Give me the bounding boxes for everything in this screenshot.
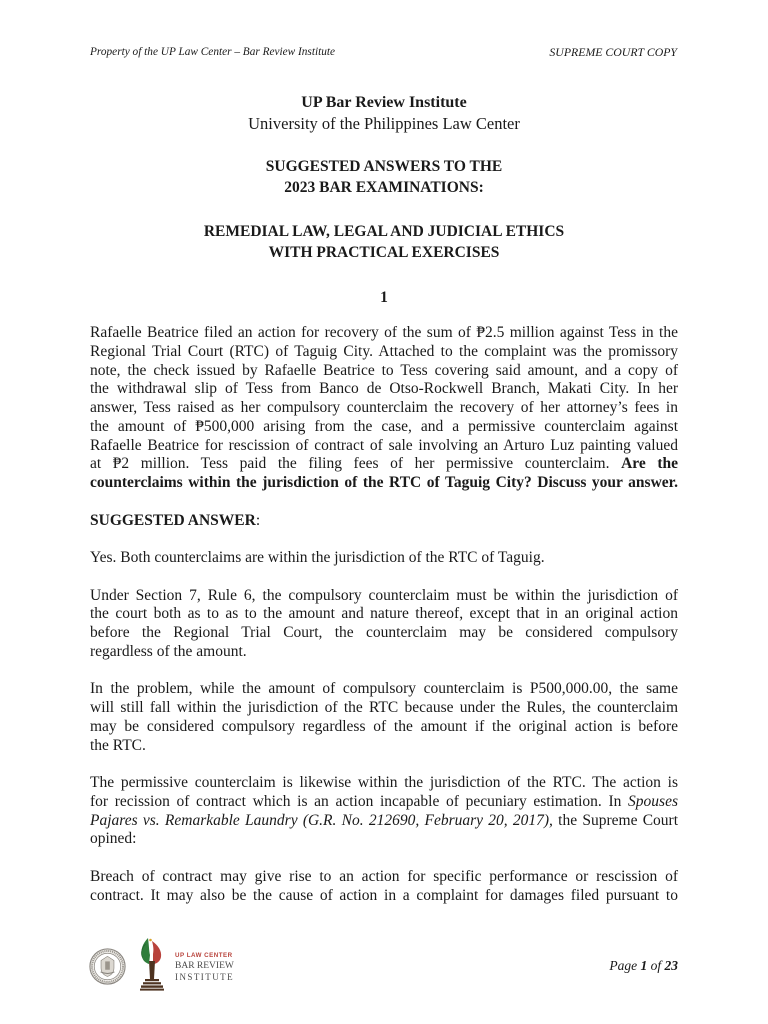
subject-heading-line: WITH PRACTICAL EXERCISES — [268, 243, 500, 261]
wordmark-line-institute: INSTITUTE — [175, 972, 235, 982]
text-run: may be considered compulsory regardless of the amount if the original action is before — [90, 717, 678, 735]
seal-emblem — [105, 961, 110, 969]
text-line — [90, 399, 678, 418]
text-run: the withdrawal slip of Tess from Banco de Otso-Rockwell Branch, Makati City. In her — [90, 380, 678, 398]
document-heading-line: 2023 BAR EXAMINATIONS: — [284, 178, 484, 196]
torch-stem — [149, 961, 155, 979]
text-run: opined: — [90, 830, 137, 848]
subject-heading — [0, 221, 768, 263]
text-run: Spouses — [628, 792, 678, 810]
wordmark-line-bar-review: BAR REVIEW — [175, 961, 234, 971]
text-line — [90, 737, 678, 756]
text-line — [90, 868, 678, 887]
text-run: Yes. Both counterclaims are within the jurisdiction of the RTC of Taguig. — [90, 549, 545, 566]
text-run: Breach of contract may give rise to an action for specific performance or rescission of — [90, 867, 678, 885]
text-line — [90, 437, 678, 456]
suggested-answer-heading — [90, 512, 678, 531]
text-run: Rafaelle Beatrice for rescission of contract of sale involving an Arturo Luz painting valued — [90, 436, 678, 454]
text-run: SUGGESTED ANSWER — [90, 511, 256, 529]
question-paragraph — [90, 324, 678, 493]
law-center-torch-logo — [137, 937, 167, 991]
text-run: at ₱2 million. Tess paid the filing fees of her permissive counterclaim. — [90, 455, 622, 473]
text-line — [90, 343, 678, 362]
page-current: 1 — [640, 958, 648, 973]
text-line — [90, 605, 678, 624]
text-run: note, the check issued by Rafaelle Beatrice to Tess covering said amount, and a copy of — [90, 361, 678, 379]
text-run: regardless of the amount. — [90, 642, 247, 660]
text-line — [90, 474, 678, 493]
text-run: the RTC. — [90, 736, 146, 754]
page-label: Page — [609, 958, 638, 973]
torch-base-step — [143, 982, 161, 984]
institute-name: UP Bar Review Institute — [301, 93, 467, 111]
answer-paragraph — [90, 774, 678, 849]
text-line — [90, 380, 678, 399]
torch-green-leaf — [141, 938, 150, 964]
text-line — [90, 643, 678, 662]
text-run: the amount of ₱500,000 arising from the case, and a permissive counterclaim against — [90, 417, 678, 435]
text-run: The permissive counterclaim is likewise within the jurisdiction of the RTC. The action is — [90, 774, 678, 791]
text-line — [90, 324, 678, 343]
text-line — [90, 830, 678, 849]
text-line — [90, 624, 678, 643]
text-run: for recission of contract which is an action incapable of pecuniary estimation. In — [90, 792, 629, 810]
text-run: answer, Tess raised as her compulsory counterclaim the recovery of her attorney’s fees in — [90, 399, 678, 416]
text-line — [90, 362, 678, 381]
text-run: will still fall within the jurisdiction of the RTC because under the Rules, the counterclaim — [90, 699, 678, 716]
text-run: Pajares vs. Remarkable Laundry (G.R. No. 212690, February 20, 2017), — [90, 811, 553, 829]
text-run: Are the — [621, 455, 678, 473]
text-run: Rafaelle Beatrice filed an action for recovery of the sum of ₱2.5 million against Tess in the — [90, 324, 678, 341]
answer-paragraph — [90, 587, 678, 662]
text-run: before the Regional Trial Court, the counterclaim may be considered compulsory — [90, 624, 678, 641]
text-run: the court both as to as to the amount and nature thereof, except that in an original action — [90, 605, 678, 623]
text-line — [90, 549, 678, 568]
page-total: 23 — [664, 958, 678, 973]
document-heading — [0, 156, 768, 198]
university-seal-logo — [89, 948, 126, 985]
text-line — [90, 793, 678, 812]
wordmark-line-law-center: UP LAW CENTER — [175, 952, 233, 959]
answer-paragraph — [90, 549, 678, 568]
text-line — [90, 680, 678, 699]
text-line — [90, 587, 678, 606]
page-number — [609, 957, 678, 975]
answer-paragraph — [90, 680, 678, 755]
text-run: Under Section 7, Rule 6, the compulsory counterclaim must be within the jurisdiction of — [90, 586, 678, 604]
title-block — [0, 92, 768, 308]
text-line — [90, 812, 678, 831]
torch-base-step — [145, 979, 159, 981]
answer-paragraph-continued — [90, 868, 678, 906]
torch-base-step — [140, 989, 164, 991]
header-ownership-note: Property of the UP Law Center – Bar Review Institute — [90, 46, 336, 58]
document-heading-line: SUGGESTED ANSWERS TO THE — [265, 157, 503, 175]
text-run: : — [255, 511, 261, 529]
torch-base-step — [141, 985, 163, 987]
text-line — [90, 887, 678, 906]
document-body — [90, 324, 678, 924]
text-run: In the problem, while the amount of compulsory counterclaim is P500,000.00, the same — [90, 680, 678, 698]
text-line — [90, 512, 678, 531]
text-line — [90, 418, 678, 437]
page-of: of — [650, 958, 662, 973]
question-number: 1 — [380, 288, 388, 306]
torch-spark — [149, 939, 152, 942]
text-run: contract. It may also be the cause of action in a complaint for damages filed pursuant to — [90, 886, 678, 904]
header-copy-label: SUPREME COURT COPY — [549, 45, 677, 59]
text-line — [90, 718, 678, 737]
text-line — [90, 699, 678, 718]
text-line — [90, 455, 678, 474]
text-run: the Supreme Court — [552, 811, 678, 829]
text-run: Regional Trial Court (RTC) of Taguig City. Attached to the complaint was the promissory — [90, 342, 678, 360]
university-name: University of the Philippines Law Center — [248, 113, 520, 133]
text-line — [90, 774, 678, 793]
text-run: counterclaims within the jurisdiction of the RTC of Taguig City? Discuss your answer. — [90, 474, 678, 491]
law-center-wordmark — [175, 951, 234, 983]
torch-red-flame — [152, 941, 161, 964]
subject-heading-line: REMEDIAL LAW, LEGAL AND JUDICIAL ETHICS — [203, 222, 565, 240]
